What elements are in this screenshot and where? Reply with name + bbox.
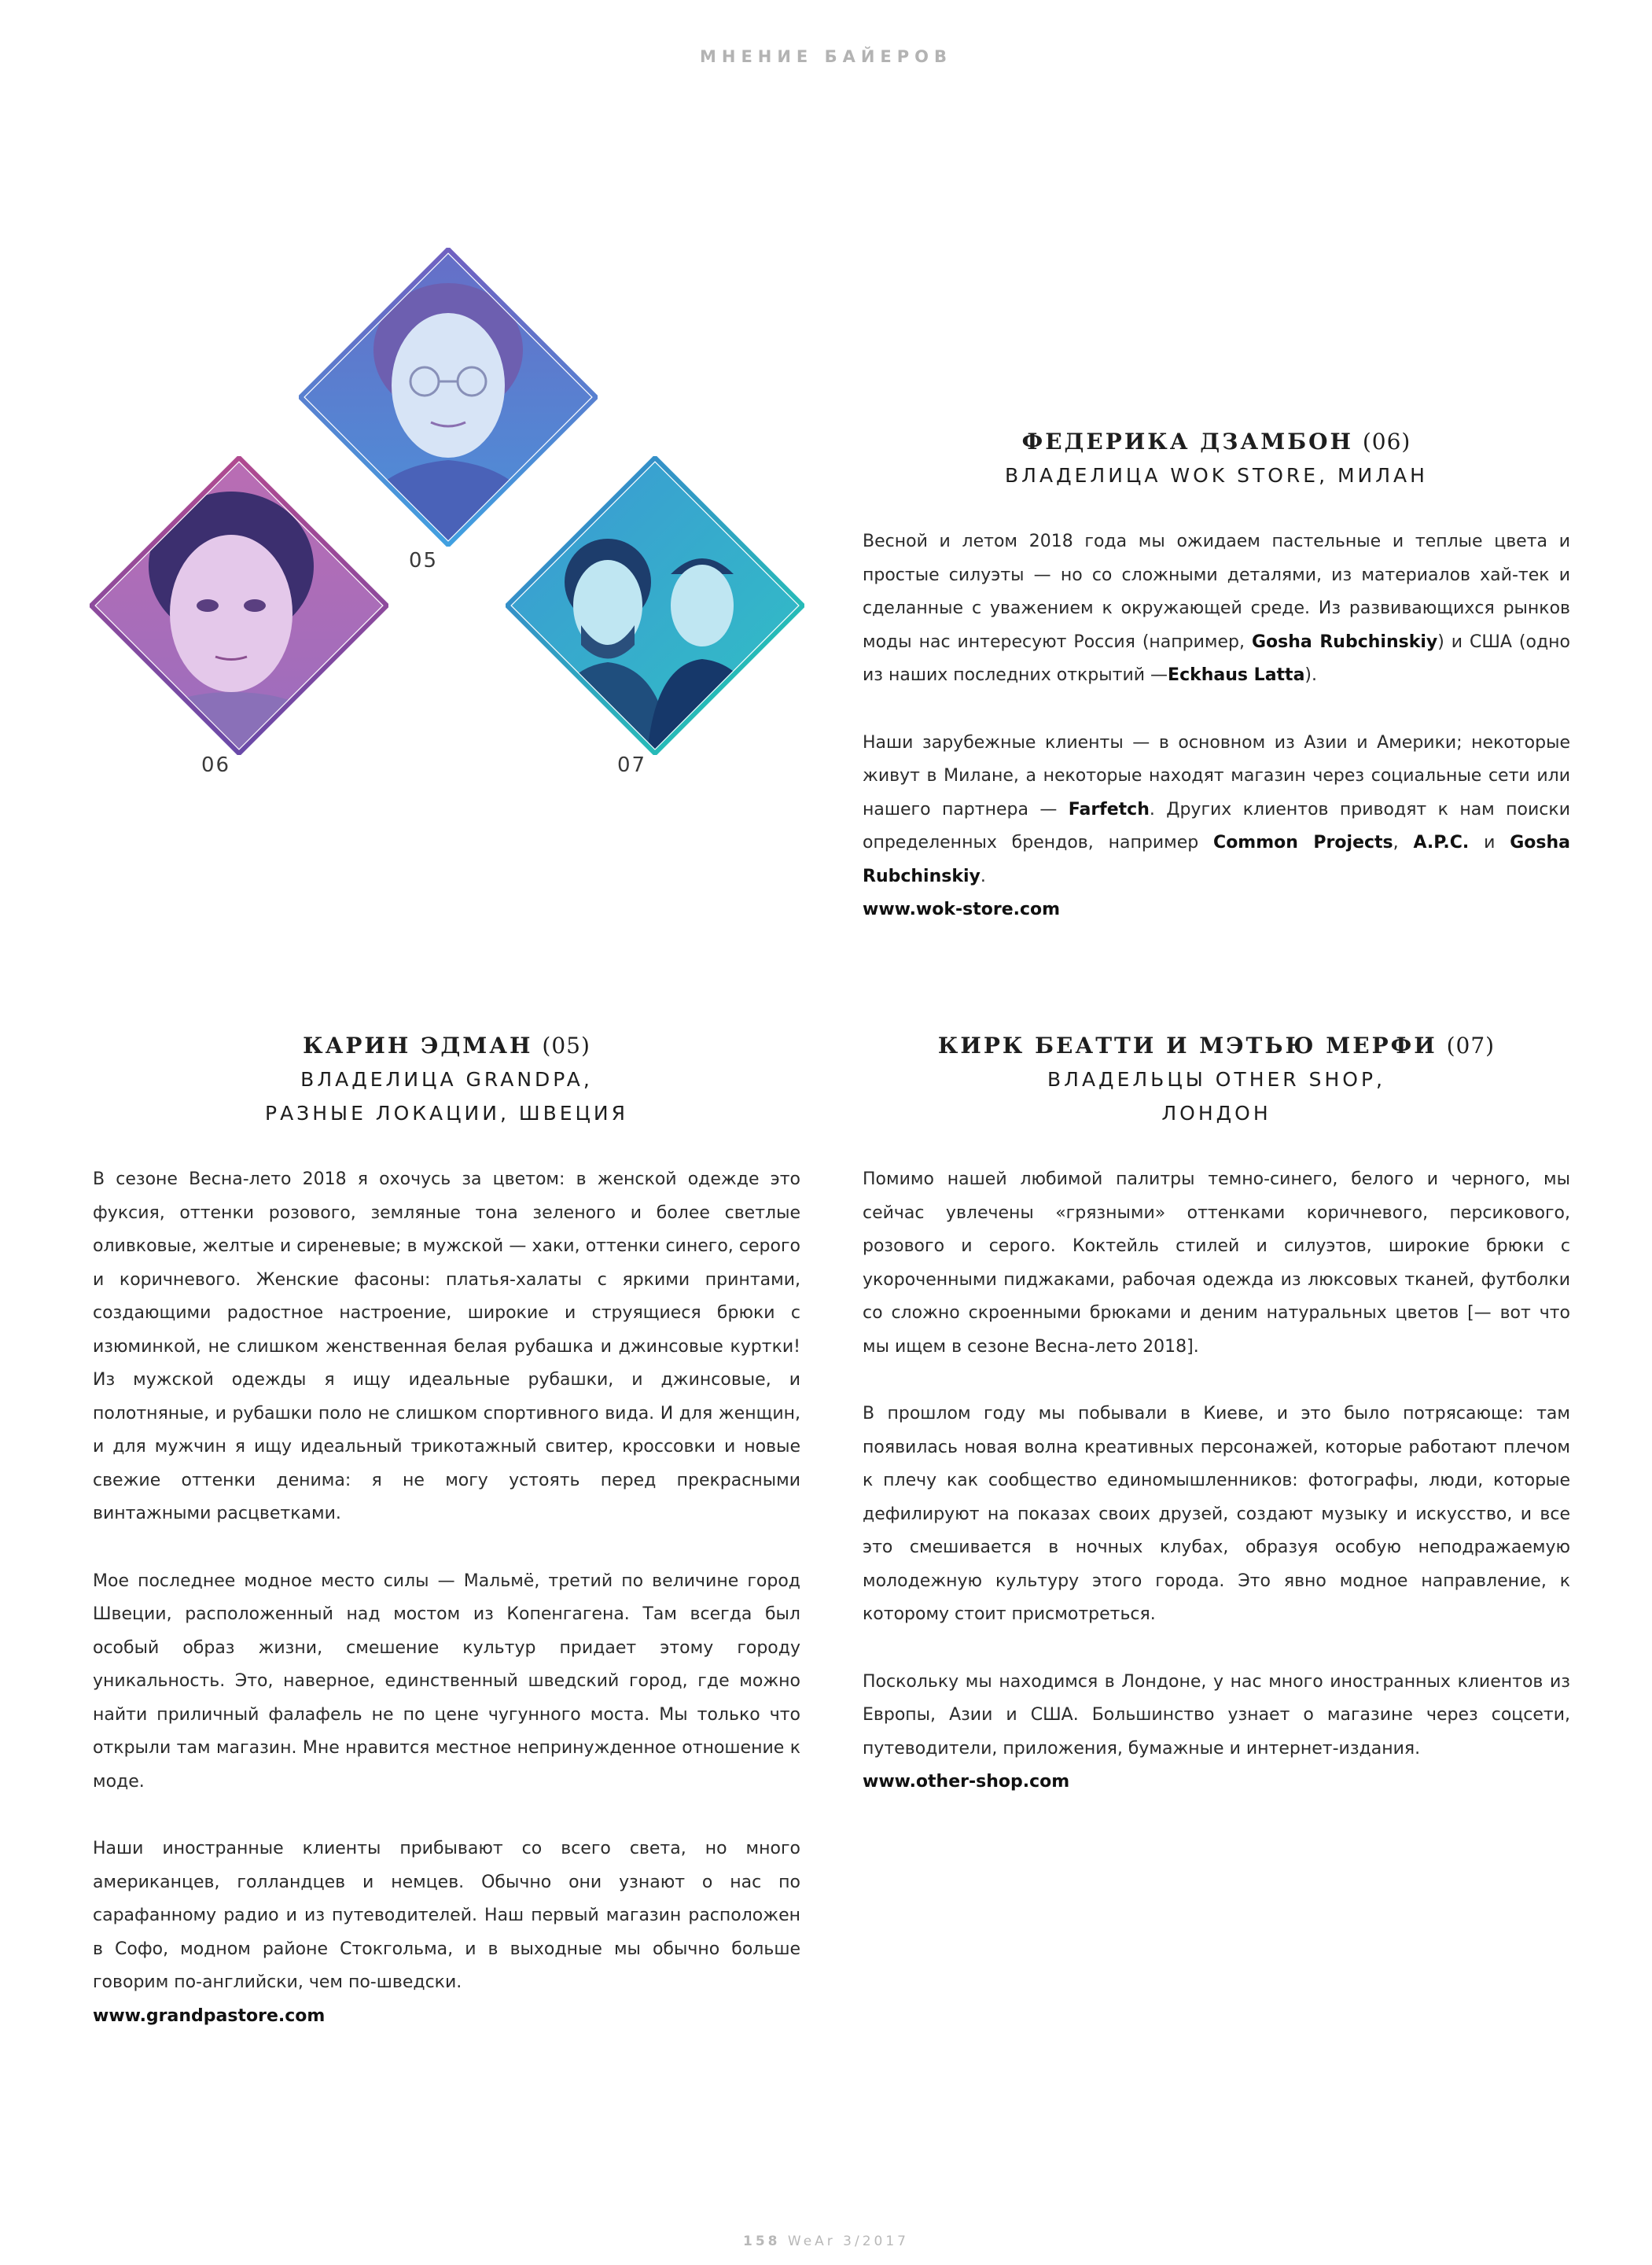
buyer-name: КИРК БЕАТТИ И МЭТЬЮ МЕРФИ — [937, 1033, 1437, 1059]
paragraph: В прошлом году мы побывали в Киеве, и это было потрясающе: там появилась новая волна креативных персонажей, которые работают плечом к плечу как сообщество единомышленников: фотографы, люди, которые дефилируют на показах своих друзей, создают музыку и искусство, и все это смешивается в ночных клубах, образуя особую неподражаемую молодежную культуру этого города. Это явно модное направление, к которому стоит присмотреться. — [863, 1404, 1570, 1624]
photo-label-06: 06 — [201, 753, 231, 777]
buyer-role: ВЛАДЕЛИЦА GRANDPA, — [300, 1068, 593, 1091]
buyer-name: КАРИН ЭДМАН — [303, 1033, 533, 1059]
page-footer — [0, 2234, 1652, 2249]
buyer-section-karin — [93, 1029, 800, 2033]
paragraph: В сезоне Весна-лето 2018 я охочусь за цветом: в женской одежде это фуксия, оттенки розового, земляные тона зеленого и более светлые оливковые, желтые и сиреневые; в мужской — хаки, оттенки синего, серого и коричневого. Женские фасоны: платья-халаты с яркими принтами, создающими радостное настроение, широкие и струящиеся брюки с изюминкой, не слишком женственная белая рубашка и джинсовые куртки! Из мужской одежды я ищу идеальные рубашки, и джинсовые, и полотняные, и рубашки поло не слишком спортивного вида. И для женщин, и для мужчин я ищу идеальный трикотажный свитер, кроссовки и новые свежие оттенки денима: я не могу устоять перед прекрасными винтажными расцветками. — [93, 1169, 800, 1523]
section-title: МНЕНИЕ БАЙЕРОВ — [699, 47, 953, 66]
buyer-location: РАЗНЫЕ ЛОКАЦИИ, ШВЕЦИЯ — [265, 1102, 628, 1125]
buyer-role: ВЛАДЕЛЬЦЫ OTHER SHOP, — [1047, 1068, 1385, 1091]
buyer-heading — [863, 425, 1570, 492]
buyer-name: ФЕДЕРИКА ДЗАМБОН — [1021, 429, 1353, 455]
magazine-issue: WeAr 3/2017 — [787, 2234, 909, 2249]
buyer-location: ЛОНДОН — [1161, 1102, 1271, 1125]
paragraph: Поскольку мы находимся в Лондоне, у нас много иностранных клиентов из Европы, Азии и США. Большинство узнает о магазине через соцсети, путеводители, приложения, бумажные и интернет-издания. — [863, 1671, 1570, 1759]
buyer-tag: (07) — [1446, 1033, 1496, 1059]
photo-label-07: 07 — [617, 753, 647, 777]
paragraph: Наши иностранные клиенты прибывают со всего света, но много американцев, голландцев и немцев. Обычно они узнают о нас по сарафанному радио и из путеводителей. Наш первый магазин расположен в Софо, модном районе Стокгольма, и в выходные мы обычно больше говорим по-английски, чем по-шведски. — [93, 1839, 800, 1992]
buyer-heading — [863, 1029, 1570, 1130]
portrait-06 — [90, 456, 388, 755]
buyer-section-kirk — [863, 1029, 1570, 1799]
buyer-heading — [93, 1029, 800, 1130]
buyer-tag: (05) — [542, 1033, 591, 1059]
buyer-section-federica — [863, 425, 1570, 926]
store-url-link[interactable]: www.wok-store.com — [863, 900, 1061, 919]
portrait-07 — [506, 456, 804, 755]
store-url-link[interactable]: www.other-shop.com — [863, 1772, 1070, 1792]
store-url-link[interactable]: www.grandpastore.com — [93, 2005, 326, 2026]
photo-label-05: 05 — [409, 549, 439, 573]
buyer-tag: (06) — [1362, 429, 1411, 455]
paragraph: Наши зарубежные клиенты — в основном из Азии и Америки; некоторые живут в Милане, а некоторые находят магазин через социальные сети или нашего партнера — Farfetch. Других клиентов приводят к нам поиски определенных брендов, например Common Projects, A.P.C. и Gosha Rubchinskiy. — [863, 732, 1570, 886]
page-number: 158 — [742, 2234, 781, 2249]
buyer-role: ВЛАДЕЛИЦА WOK STORE, МИЛАН — [1005, 464, 1428, 487]
paragraph: Мое последнее модное место силы — Мальмё, третий по величине город Швеции, расположенный над мостом из Копенгагена. Там всегда был особый образ жизни, смешение культур придает этому городу уникальность. Это, наверное, единственный шведский город, где можно найти приличный фалафель не по цене чугунного моста. Мы только что открыли там магазин. Мне нравится местное непринужденное отношение к моде. — [93, 1571, 800, 1792]
paragraph: Помимо нашей любимой палитры темно-синего, белого и черного, мы сейчас увлечены «грязными» оттенками коричневого, персикового, розового и серого. Коктейль стилей и силуэтов, широкие брюки с укороченными пиджаками, рабочая одежда из люксовых тканей, футболки со сложно скроенными брюками и деним натуральных цветов [— вот что мы ищем в сезоне Весна-лето 2018]. — [863, 1169, 1570, 1357]
paragraph: Весной и летом 2018 года мы ожидаем пастельные и теплые цвета и простые силуэты — но со сложными деталями, из материалов хай-тек и сделанные с уважением к окружающей среде. Из развивающихся рынков моды нас интересуют Россия (например, Gosha Rubchinskiy) и США (одно из наших последних открытий —Eckhaus Latta). — [863, 532, 1570, 685]
